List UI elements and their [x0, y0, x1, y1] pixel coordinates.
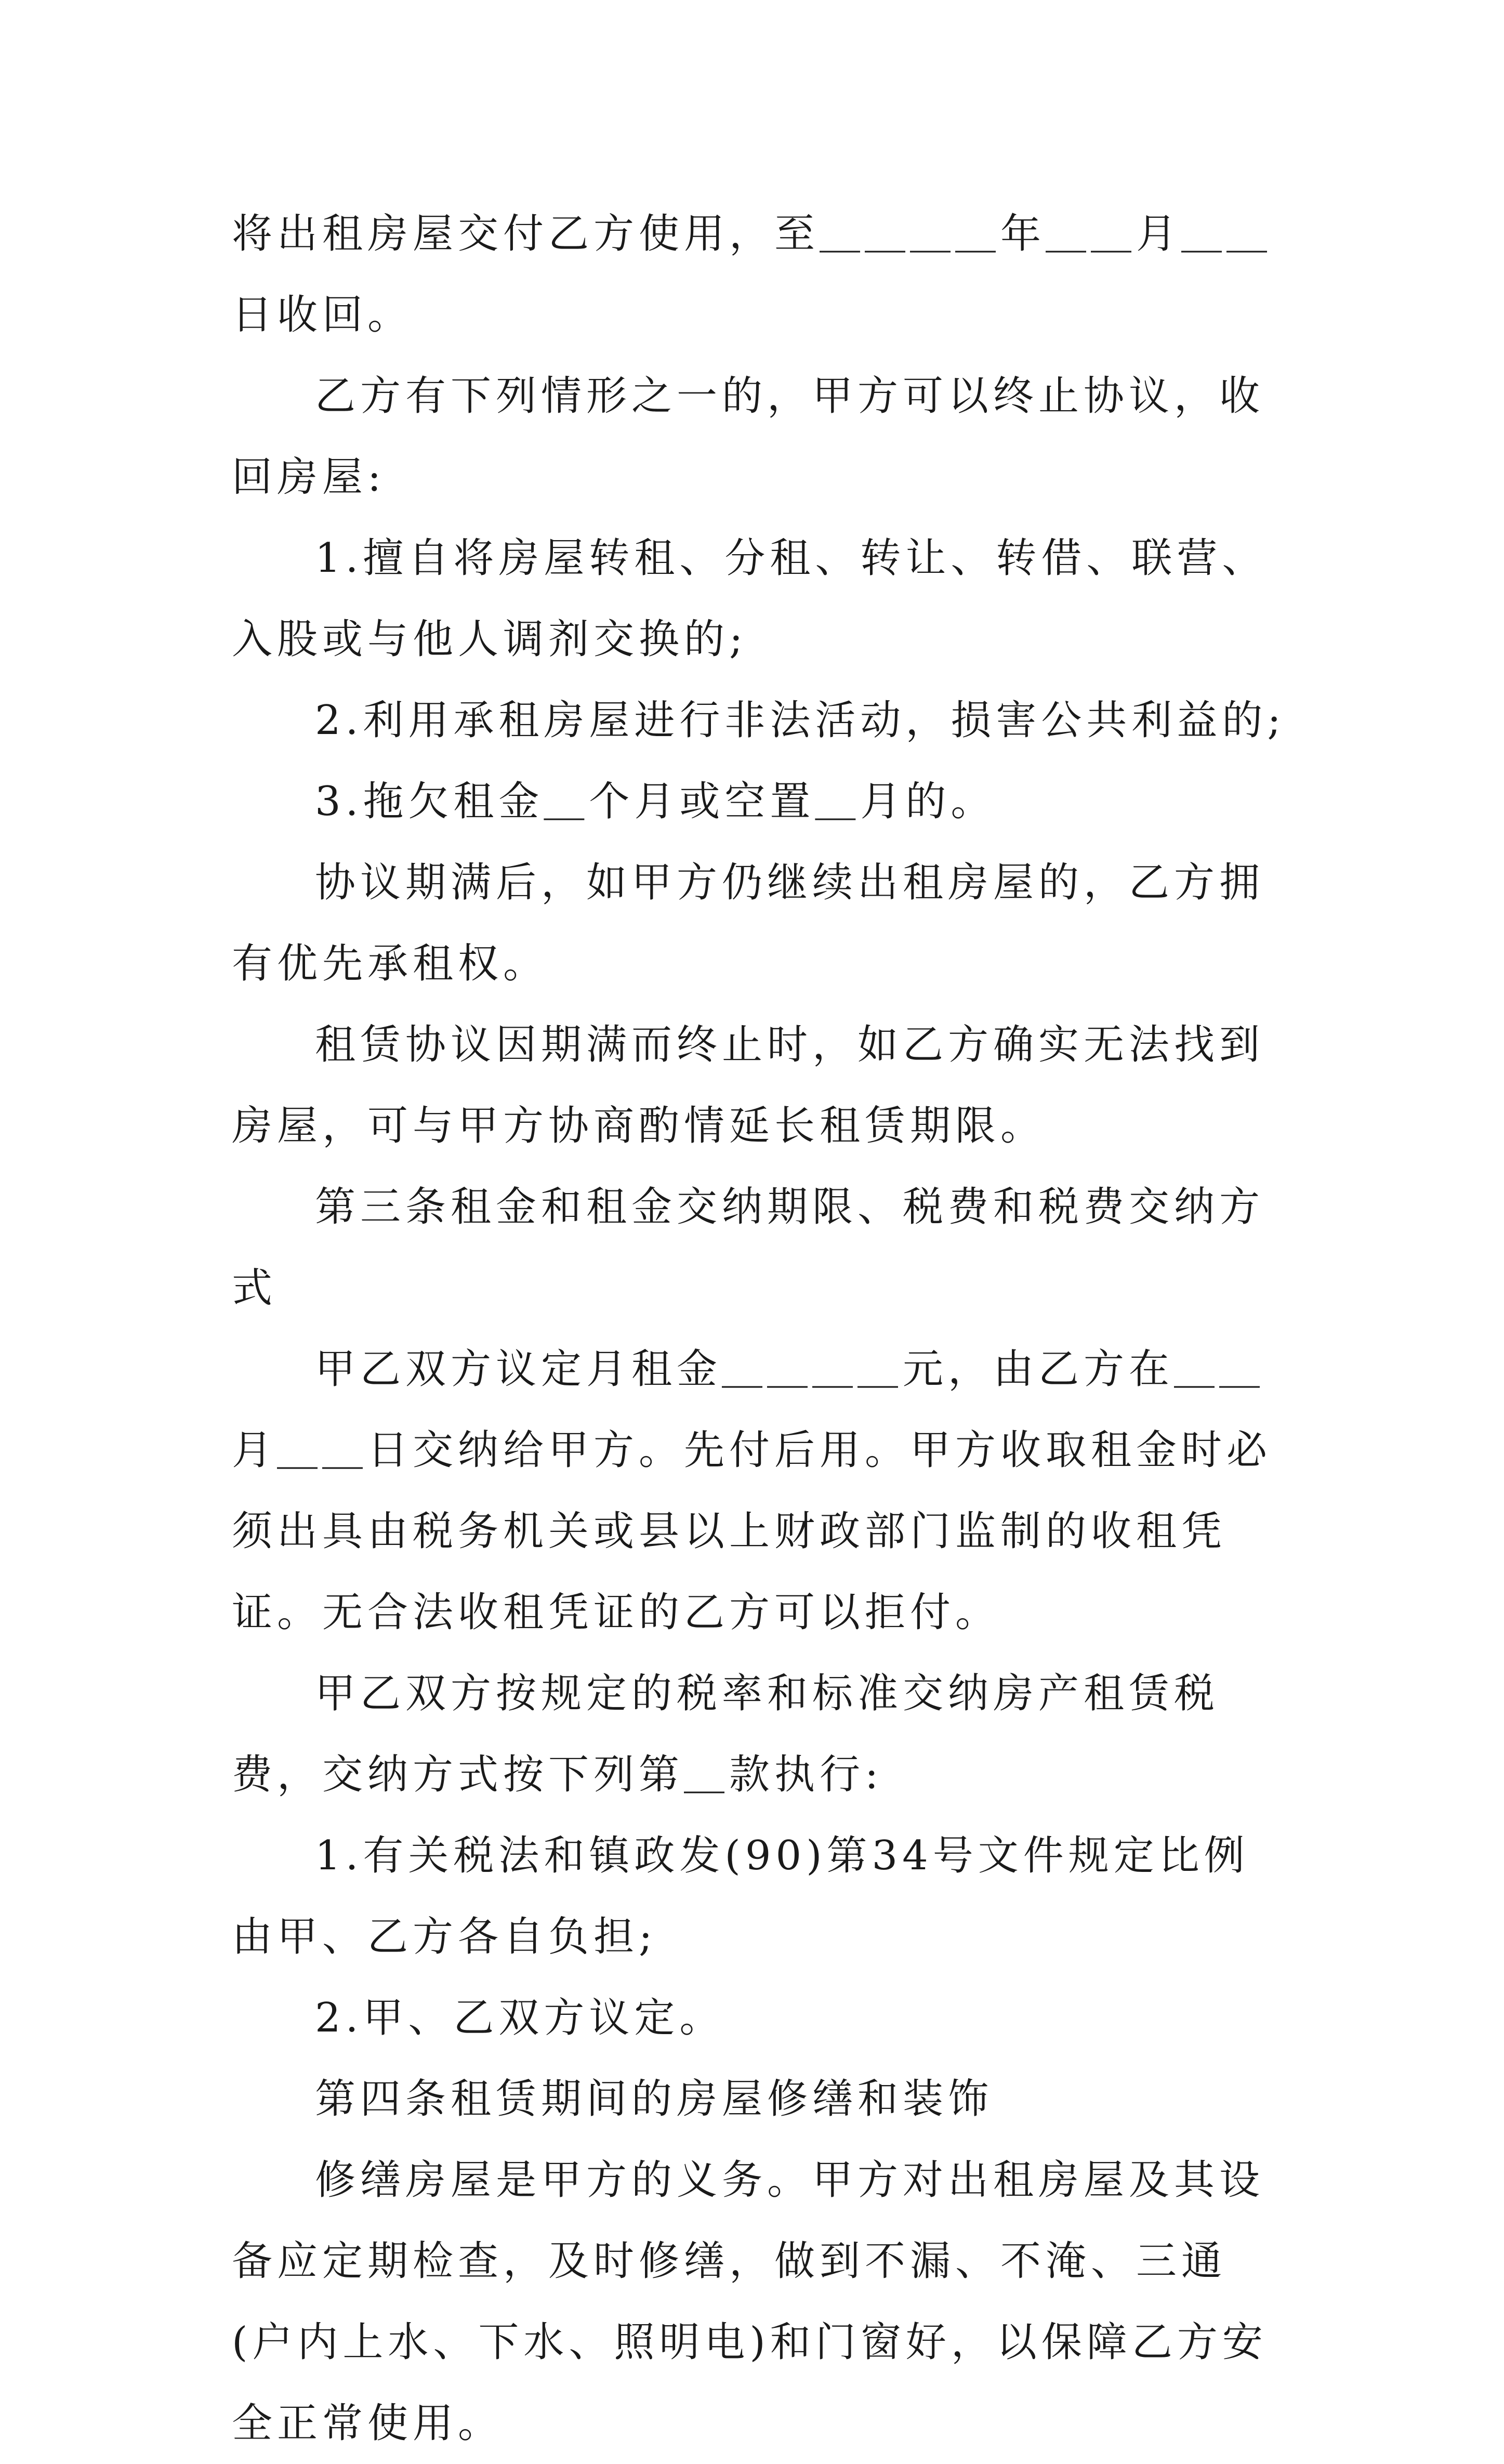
- paragraph-tax-payment: 甲乙双方按规定的税率和标准交纳房产租赁税费，交纳方式按下列第＿款执行:: [232, 1670, 1220, 1798]
- paragraph-rent-amount: 甲乙双方议定月租金＿＿＿＿元，由乙方在＿＿月＿＿日交纳给甲方。先付后用。甲方收取租金时必须出具由税务机关或县以上财政部门监制的收租凭证。无合法收租凭证的乙方可以拒付。: [232, 1346, 1272, 1636]
- document-body: [232, 193, 1287, 2464]
- paragraph-termination-item-2: 2.利用承租房屋进行非法活动，损害公共利益的;: [315, 697, 1286, 744]
- section-heading-article-4: 第四条租赁期间的房屋修缮和装饰: [315, 2076, 994, 2122]
- paragraph-lease-extension: 租赁协议因期满而终止时，如乙方确实无法找到房屋，可与甲方协商酌情延长租赁期限。: [232, 1021, 1265, 1149]
- paragraph-repair-duty: 修缮房屋是甲方的义务。甲方对出租房屋及其设备应定期检查，及时修缮，做到不漏、不淹、三通(户内上水、下水、照明电)和门窗好，以保障乙方安全正常使用。: [232, 2157, 1268, 2447]
- paragraph-termination-item-3: 3.拖欠租金＿个月或空置＿月的。: [315, 778, 996, 825]
- paragraph-return-date: 将出租房屋交付乙方使用，至＿＿＿＿年＿＿月＿＿日收回。: [232, 211, 1272, 338]
- paragraph-priority-lease: 协议期满后，如甲方仍继续出租房屋的，乙方拥有优先承租权。: [232, 859, 1265, 987]
- section-heading-article-3: 第三条租金和租金交纳期限、税费和税费交纳方式: [232, 1184, 1265, 1312]
- paragraph-tax-item-1: 1.有关税法和镇政发(90)第34号文件规定比例由甲、乙方各自负担;: [232, 1832, 1249, 1960]
- paragraph-tax-item-2: 2.甲、乙双方议定。: [315, 1995, 725, 2041]
- paragraph-termination-item-1: 1.擅自将房屋转租、分租、转让、转借、联营、入股或与他人调剂交换的;: [232, 535, 1268, 663]
- paragraph-termination-intro: 乙方有下列情形之一的，甲方可以终止协议，收回房屋:: [232, 373, 1265, 501]
